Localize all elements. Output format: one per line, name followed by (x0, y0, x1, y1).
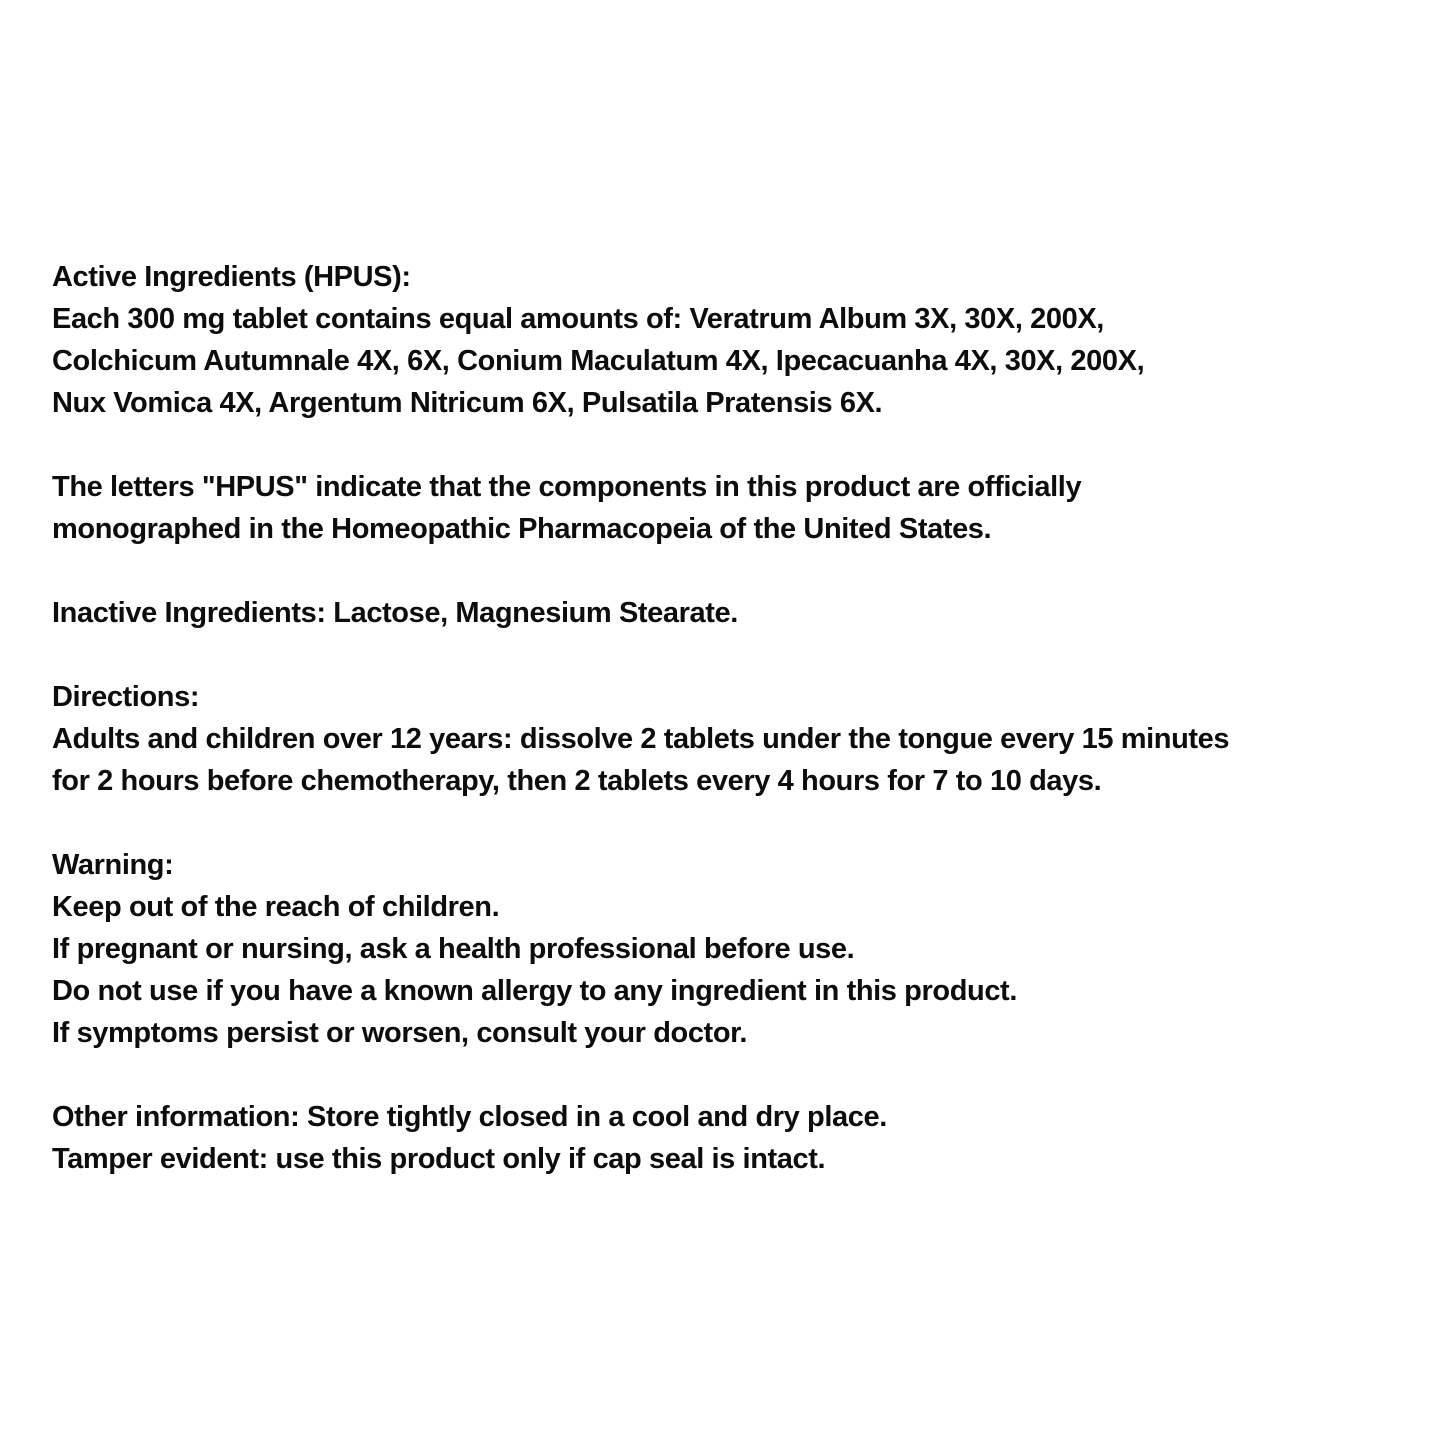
hpus-explanation-line: The letters "HPUS" indicate that the components in this product are officially (52, 471, 1082, 503)
warning-heading: Warning: (52, 849, 174, 881)
label-text-block (52, 256, 1405, 1222)
warning-line: Do not use if you have a known allergy to any ingredient in this product. (52, 975, 1017, 1007)
section-warning (52, 844, 1405, 1054)
other-information-line: Tamper evident: use this product only if cap seal is intact. (52, 1143, 826, 1175)
directions-line: Adults and children over 12 years: dissolve 2 tablets under the tongue every 15 minutes (52, 723, 1230, 755)
warning-line: If pregnant or nursing, ask a health professional before use. (52, 933, 855, 965)
active-ingredients-line: Colchicum Autumnale 4X, 6X, Conium Maculatum 4X, Ipecacuanha 4X, 30X, 200X, (52, 345, 1145, 377)
warning-line: If symptoms persist or worsen, consult your doctor. (52, 1017, 748, 1049)
hpus-explanation-line: monographed in the Homeopathic Pharmacopeia of the United States. (52, 513, 992, 545)
section-hpus-explanation (52, 466, 1405, 550)
section-other-information (52, 1096, 1405, 1180)
section-directions (52, 676, 1405, 802)
inactive-ingredients-line: Inactive Ingredients: Lactose, Magnesium Stearate. (52, 597, 738, 629)
warning-line: Keep out of the reach of children. (52, 891, 500, 923)
directions-line: for 2 hours before chemotherapy, then 2 tablets every 4 hours for 7 to 10 days. (52, 765, 1102, 797)
active-ingredients-line: Nux Vomica 4X, Argentum Nitricum 6X, Pulsatila Pratensis 6X. (52, 387, 883, 419)
active-ingredients-line: Each 300 mg tablet contains equal amounts of: Veratrum Album 3X, 30X, 200X, (52, 303, 1104, 335)
section-inactive-ingredients (52, 592, 1405, 634)
active-ingredients-heading: Active Ingredients (HPUS): (52, 261, 411, 293)
section-active-ingredients (52, 256, 1405, 424)
directions-heading: Directions: (52, 681, 200, 713)
other-information-line: Other information: Store tightly closed in a cool and dry place. (52, 1101, 887, 1133)
